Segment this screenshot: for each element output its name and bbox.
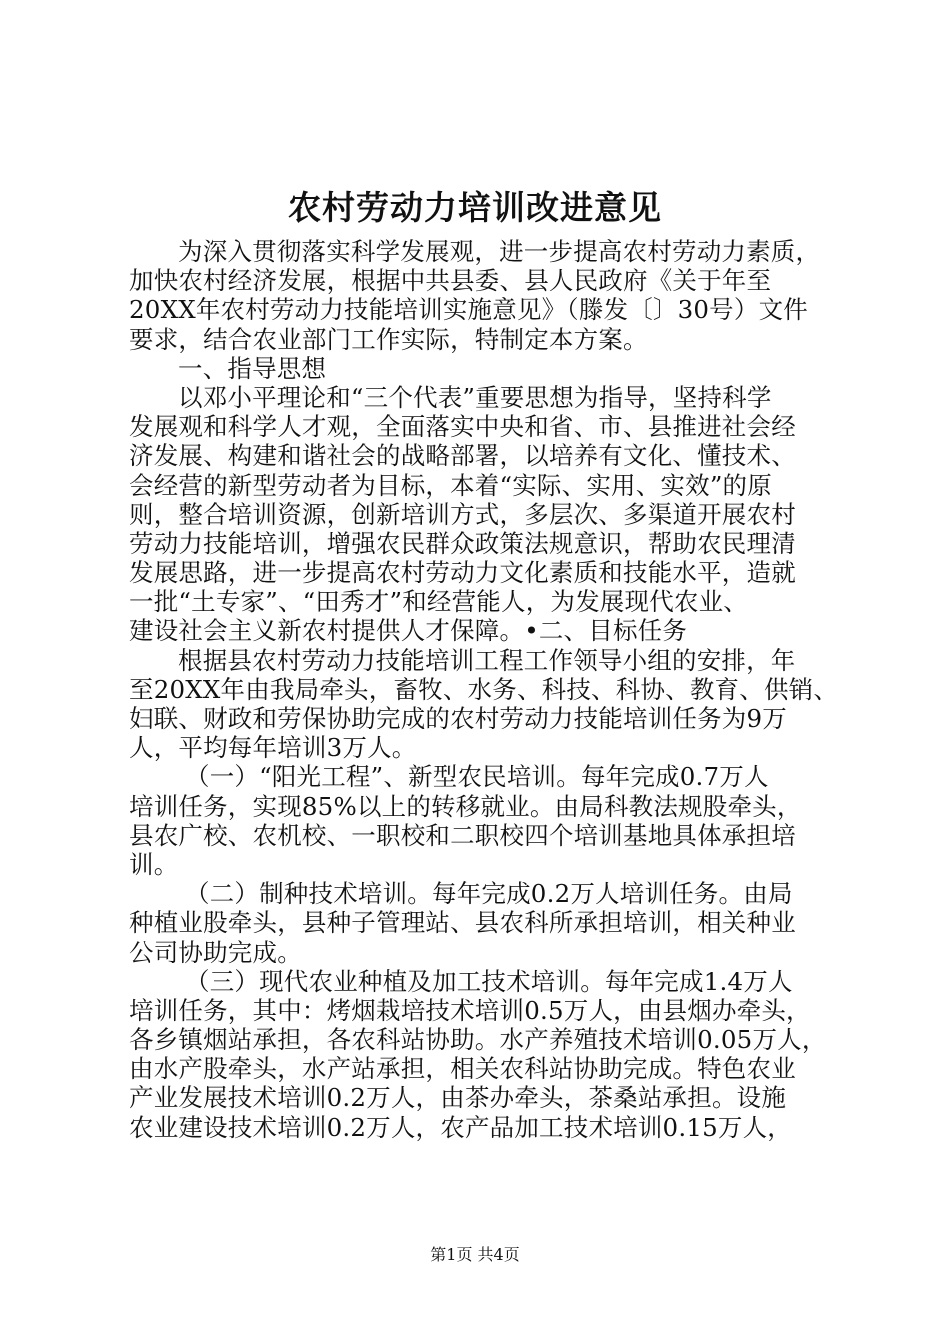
- body-line: 训。: [129, 849, 179, 879]
- body-line: 产业发展技术培训0.2万人，由茶办牵头，茶桑站承担。设施: [129, 1083, 787, 1113]
- body-line: 发展观和科学人才观，全面落实中央和省、市、县推进社会经: [129, 412, 796, 442]
- body-line: 要求，结合农业部门工作实际，特制定本方案。: [129, 324, 648, 354]
- body-line: 20XX年农村劳动力技能培训实施意见》（滕发〔〕30号）文件: [129, 295, 808, 325]
- body-line: 农业建设技术培训0.2万人，农产品加工技术培训0.15万人，: [129, 1112, 793, 1142]
- body-line: 一批“土专家”、“田秀才”和经营能人，为发展现代农业、: [129, 587, 748, 617]
- body-line: 各乡镇烟站承担，各农科站协助。水产养殖技术培训0.05万人，: [129, 1025, 827, 1055]
- body-line: 以邓小平理论和“三个代表”重要思想为指导，坚持科学: [178, 382, 772, 412]
- page-number-footer: 第1页 共4页: [430, 1245, 520, 1264]
- body-line: 人，平均每年培训3万人。: [129, 733, 417, 763]
- body-line: 妇联、财政和劳保协助完成的农村劳动力技能培训任务为9万: [129, 704, 787, 733]
- body-line: 县农广校、农机校、一职校和二职校四个培训基地具体承担培: [129, 820, 796, 850]
- body-line: 公司协助完成。: [129, 937, 302, 967]
- body-line: 至20XX年由我局牵头，畜牧、水务、科技、科协、教育、供销、: [129, 674, 839, 704]
- body-line: 种植业股牵头，县种子管理站、县农科所承担培训，相关种业: [129, 908, 796, 938]
- body-line: 会经营的新型劳动者为目标，本着“实际、实用、实效”的原: [129, 470, 772, 500]
- body-line: 发展思路，进一步提高农村劳动力文化素质和技能水平，造就: [129, 558, 796, 588]
- body-line: （二）制种技术培训。每年完成0.2万人培训任务。由局: [185, 879, 793, 909]
- body-line: 为深入贯彻落实科学发展观，进一步提高农村劳动力素质，: [178, 237, 821, 266]
- body-line: （三）现代农业种植及加工技术培训。每年完成1.4万人: [185, 966, 793, 996]
- body-line: 培训任务，实现85%以上的转移就业。由局科教法规股牵头，: [129, 791, 802, 821]
- document-title: 农村劳动力培训改进意见: [288, 188, 662, 227]
- body-line: 则，整合培训资源，创新培训方式，多层次、多渠道开展农村: [129, 499, 796, 529]
- body-line: 建设社会主义新农村提供人才保障。•二、目标任务: [129, 616, 688, 646]
- body-line: 济发展、构建和谐社会的战略部署，以培养有文化、懂技术、: [129, 441, 796, 471]
- section-heading: 一、指导思想: [178, 353, 327, 383]
- body-line: （一）“阳光工程”、新型农民培训。每年完成0.7万人: [185, 762, 769, 792]
- body-line: 劳动力技能培训，增强农民群众政策法规意识，帮助农民理清: [129, 528, 796, 558]
- body-line: 加快农村经济发展，根据中共县委、县人民政府《关于年至: [129, 266, 772, 296]
- document-body: [129, 237, 839, 1142]
- body-line: 培训任务，其中：烤烟栽培技术培训0.5万人，由县烟办牵头，: [129, 995, 811, 1025]
- body-line: 根据县农村劳动力技能培训工程工作领导小组的安排，年: [178, 645, 796, 675]
- body-line: 由水产股牵头，水产站承担，相关农科站协助完成。特色农业: [129, 1054, 796, 1084]
